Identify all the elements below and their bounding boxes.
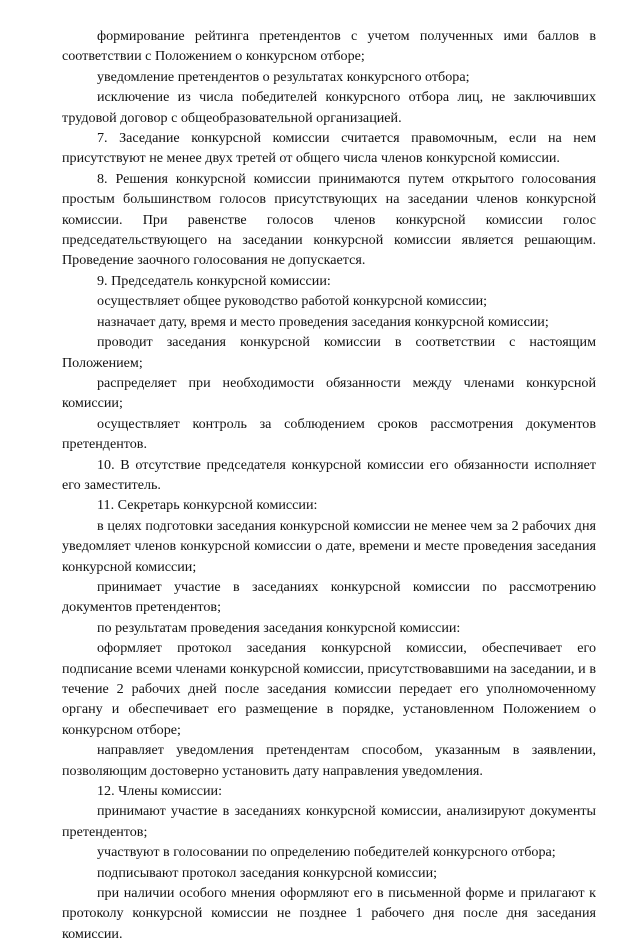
- paragraph-11-notifies-members: в целях подготовки заседания конкурсной комиссии не менее чем за 2 рабочих дня уведомляет членов конкурсной комиссии о дате, времени и месте проведения заседания конкурсной комиссии;: [62, 517, 596, 575]
- paragraph-11-secretary: 11. Секретарь конкурсной комиссии:: [97, 497, 318, 514]
- paragraph-notify-results: уведомление претендентов о результатах конкурсного отбора;: [97, 68, 470, 85]
- paragraph-ranking: формирование рейтинга претендентов с учетом полученных ими баллов в соответствии с Положением о конкурсном отборе;: [62, 28, 596, 65]
- paragraph-11-after-meeting: по результатам проведения заседания конкурсной комиссии:: [97, 619, 461, 636]
- paragraph-12-members: 12. Члены комиссии:: [97, 783, 223, 800]
- paragraph-12-dissenting-opinion: при наличии особого мнения оформляют его в письменной форме и прилагают к протоколу конкурсной комиссии не позднее 1 рабочего дня после дня заседания комиссии.: [62, 885, 596, 942]
- paragraph-9-schedule: назначает дату, время и место проведения заседания конкурсной комиссии;: [97, 313, 549, 330]
- paragraph-10-deputy: 10. В отсутствие председателя конкурсной комиссии его обязанности исполняет его заместитель.: [62, 456, 596, 493]
- paragraph-12-vote: участвуют в голосовании по определению победителей конкурсного отбора;: [97, 844, 556, 861]
- paragraph-exclusion: исключение из числа победителей конкурсного отбора лиц, не заключивших трудовой договор с общеобразовательной организацией.: [62, 89, 596, 126]
- paragraph-12-participate: принимают участие в заседаниях конкурсной комиссии, анализируют документы претендентов;: [62, 803, 596, 840]
- paragraph-7-quorum: 7. Заседание конкурсной комиссии считается правомочным, если на нем присутствуют не менее двух третей от общего числа членов конкурсной комиссии.: [62, 130, 596, 167]
- paragraph-9-controls-deadlines: осуществляет контроль за соблюдением сроков рассмотрения документов претендентов.: [62, 415, 596, 453]
- paragraph-9-general-management: осуществляет общее руководство работой конкурсной комиссии;: [97, 293, 488, 310]
- paragraph-11-protocol: оформляет протокол заседания конкурсной комиссии, обеспечивает его подписание всеми членами конкурсной комиссии, присутствовавшими на заседании, и в течение 2 рабочих дней после заседания комиссии передает его уполномоченному органу и обеспечивает его размещение в порядке, установленном Положением о конкурсном отборе;: [62, 640, 596, 738]
- document-page: [62, 26, 596, 944]
- paragraph-12-sign-protocol: подписывают протокол заседания конкурсной комиссии;: [97, 864, 438, 881]
- paragraph-8-voting: 8. Решения конкурсной комиссии принимаются путем открытого голосования простым большинством голосов присутствующих на заседании членов конкурсной комиссии. При равенстве голосов членов конкурсной комиссии голос председательствующего на заседании конкурсной комиссии является решающим. Проведение заочного голосования не допускается.: [62, 170, 596, 269]
- paragraph-9-chairman: 9. Председатель конкурсной комиссии:: [97, 272, 331, 289]
- paragraph-9-distributes-duties: распределяет при необходимости обязанности между членами конкурсной комиссии;: [62, 374, 596, 412]
- paragraph-9-conducts-meetings: проводит заседания конкурсной комиссии в соответствии с настоящим Положением;: [62, 334, 596, 371]
- paragraph-11-sends-notices: направляет уведомления претендентам способом, указанным в заявлении, позволяющим достоверно установить дату направления уведомления.: [62, 742, 596, 779]
- paragraph-11-participates: принимает участие в заседаниях конкурсной комиссии по рассмотрению документов претендентов;: [62, 578, 596, 616]
